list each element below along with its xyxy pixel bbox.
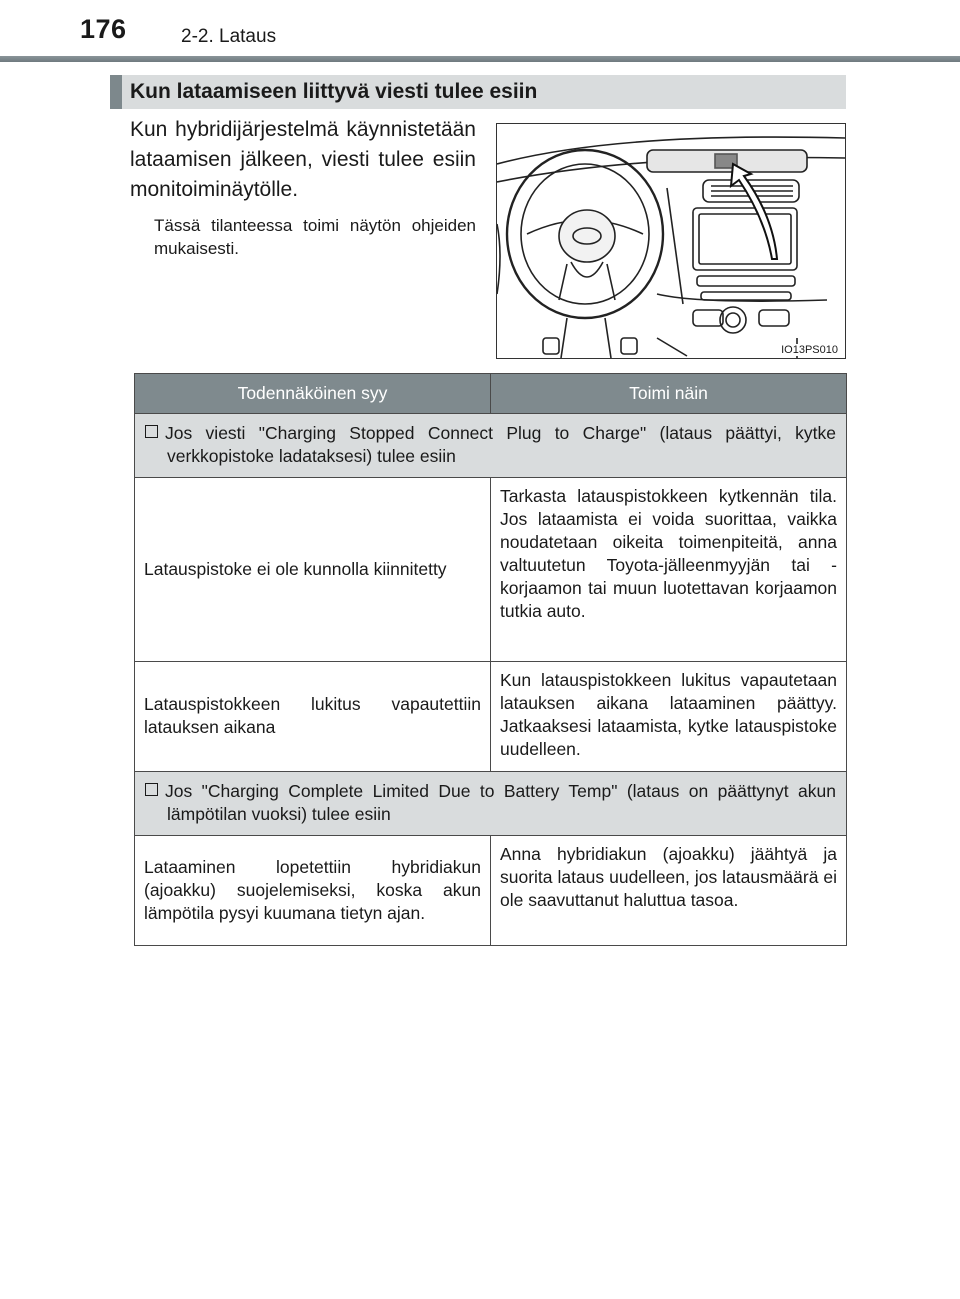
table-row [135, 836, 847, 946]
cause-cell: Latauspistokkeen lukitus vapautettiin latauksen aikana [135, 662, 491, 772]
table-row [135, 478, 847, 662]
action-cell: Kun latauspistokkeen lukitus vapautetaan latauksen aikana lataaminen päättyy. Jatkaaksesi lataamista, kytke latauspistoke uudelleen. [491, 662, 847, 772]
illustration-code: IO13PS010 [781, 344, 838, 356]
action-cell: Anna hybridiakun (ajoakku) jäähtyä ja suorita lataus uudelleen, jos latausmäärä ei ole saavuttanut haluttua tasoa. [491, 836, 847, 946]
header-cause: Todennäköinen syy [135, 374, 491, 414]
cause-cell: Lataaminen lopetettiin hybridiakun (ajoakku) suojelemiseksi, koska akun lämpötila pysyi kuumana tietyn ajan. [135, 836, 491, 946]
header-rule [0, 56, 960, 62]
checkbox-icon [145, 425, 158, 438]
action-cell: Tarkasta latauspistokkeen kytkennän tila. Jos lataamista ei voida suorittaa, vaikka noudatetaan oikeita toimenpiteitä, anna valtuutetun Toyota-jälleenmyyjän tai -korjaamon tai muun luotettavan korjaamon tutkia auto. [491, 478, 847, 662]
page-number: 176 [80, 14, 127, 44]
condition-row [135, 414, 847, 478]
section-heading: Kun lataamiseen liittyvä viesti tulee esiin [110, 75, 846, 109]
checkbox-icon [145, 783, 158, 796]
cause-cell: Latauspistoke ei ole kunnolla kiinnitetty [135, 478, 491, 662]
section-label: 2-2. Lataus [181, 26, 277, 47]
condition-text: Jos viesti "Charging Stopped Connect Plug to Charge" (lataus päättyi, kytke verkkopistoke ladataksesi) tulee esiin [165, 423, 836, 466]
condition-row [135, 772, 847, 836]
dashboard-illustration [496, 123, 846, 359]
condition-text: Jos "Charging Complete Limited Due to Battery Temp" (lataus on päättynyt akun lämpötilan vuoksi) tulee esiin [165, 781, 836, 824]
dashboard-drawing [497, 124, 845, 358]
intro-note: Tässä tilanteessa toimi näytön ohjeiden mukaisesti. [154, 216, 476, 258]
info-table [134, 373, 847, 946]
table-header-row [135, 374, 847, 414]
header-action: Toimi näin [491, 374, 847, 414]
table-row [135, 662, 847, 772]
intro-text: Kun hybridijärjestelmä käynnistetään lataamisen jälkeen, viesti tulee esiin monitoiminäytölle. [130, 118, 476, 201]
